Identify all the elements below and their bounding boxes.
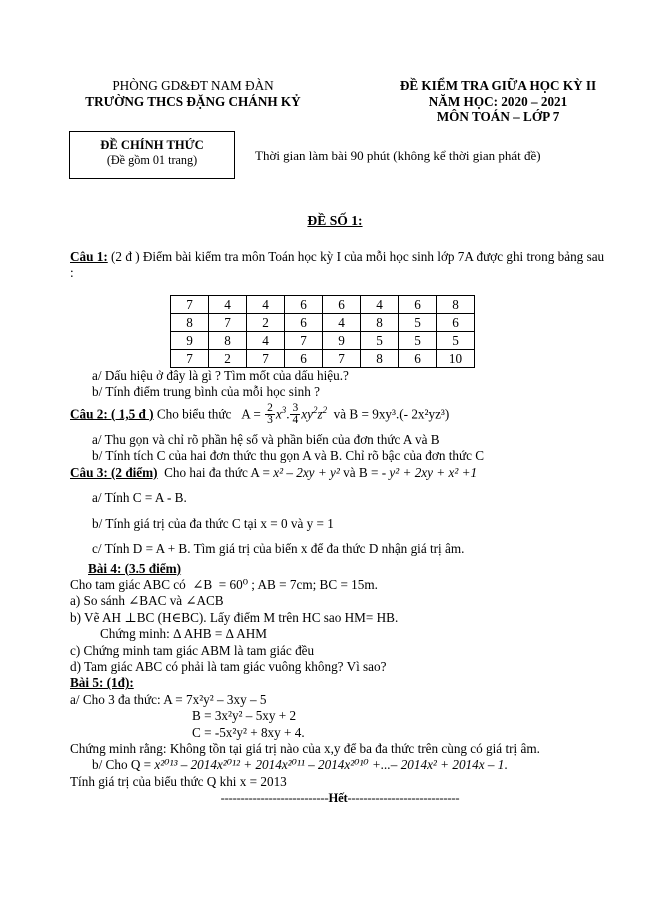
- fraction-numerator: 3: [292, 401, 299, 414]
- score-table-spacer: [70, 282, 610, 368]
- table-cell: 7: [247, 350, 285, 368]
- exam-duration: Thời gian làm bài 90 phút (không kể thời gian phát đề): [255, 148, 541, 163]
- table-cell: 6: [323, 296, 361, 314]
- question-1-label: Câu 1:: [70, 249, 108, 264]
- footer-end-marker: [70, 790, 610, 806]
- footer-dashes-right: ----------------------------: [347, 791, 460, 806]
- table-cell: 8: [209, 332, 247, 350]
- table-cell: 9: [323, 332, 361, 350]
- term-x: x: [275, 406, 282, 422]
- table-cell: 9: [171, 332, 209, 350]
- footer-het-label: Hết: [328, 791, 348, 806]
- table-cell: 5: [437, 332, 475, 350]
- question-2-A-prefix: A =: [241, 406, 261, 422]
- table-cell: 4: [361, 296, 399, 314]
- fraction-numerator: 2: [267, 401, 273, 414]
- table-cell: 7: [171, 350, 209, 368]
- table-cell: 6: [285, 314, 323, 332]
- question-5-part-b: [70, 757, 610, 773]
- question-4-part-b-continued: Chứng minh: ∆ AHB = ∆ AHM: [100, 626, 268, 642]
- question-1-part-b: b/ Tính điểm trung bình của mỗi học sinh ?: [92, 384, 320, 400]
- term-xy-exponent: 2: [312, 404, 318, 415]
- question-3-A-polynomial: x² – 2xy + y²: [273, 464, 340, 480]
- question-3-intro: Cho hai đa thức A =: [164, 464, 270, 480]
- question-1: [70, 249, 610, 282]
- question-3-part-c: c/ Tính D = A + B. Tìm giá trị của biến x để đa thức D nhận giá trị âm.: [92, 541, 465, 557]
- exam-set-title: [0, 213, 670, 229]
- question-3-part-b: b/ Tính giá trị của đa thức C tại x = 0 và y = 1: [92, 515, 334, 531]
- question-5-period: .: [504, 757, 508, 773]
- table-cell: 6: [285, 350, 323, 368]
- fraction-denominator: 4: [292, 414, 299, 427]
- question-3: [70, 465, 610, 481]
- question-4-intro-pre: Cho tam giác ABC có: [70, 576, 186, 592]
- question-5-label: Bài 5: (1đ):: [70, 675, 134, 691]
- subject-and-grade: MÔN TOÁN – LỚP 7: [436, 109, 560, 124]
- question-3-part-a: a/ Tính C = A - B.: [92, 490, 187, 506]
- fraction-denominator: 3: [267, 414, 273, 427]
- table-cell: 6: [399, 350, 437, 368]
- table-cell: 8: [437, 296, 475, 314]
- fraction-two-thirds: [265, 403, 275, 427]
- table-cell: 4: [209, 296, 247, 314]
- question-2: [70, 403, 610, 427]
- question-4-heading: [70, 561, 610, 577]
- table-cell: 6: [285, 296, 323, 314]
- question-2-part-b: b/ Tính tích C của hai đơn thức thu gọn A và B. Chỉ rõ bậc của đơn thức C: [92, 448, 485, 464]
- question-5-part-b-prefix: b/ Cho Q =: [92, 757, 152, 773]
- term-z: z: [317, 406, 323, 422]
- document-header: [0, 78, 670, 193]
- school-name: TRƯỜNG THCS ĐẶNG CHÁNH KỶ: [85, 93, 301, 109]
- question-1-text: (2 đ ) Điểm bài kiểm tra môn Toán học kỳ I của mỗi học sinh lớp 7A được ghi trong bảng sau :: [70, 249, 605, 281]
- header-right-block: [338, 78, 658, 125]
- question-4-part-a: a) So sánh ∠BAC và ∠ACB: [70, 593, 224, 609]
- question-4-part-b: b) Vẽ AH ⊥BC (H∈BC). Lấy điểm M trên HC sao HM= HB.: [70, 609, 399, 625]
- department-name: PHÒNG GD&ĐT NAM ĐÀN: [112, 78, 274, 93]
- table-cell: 4: [323, 314, 361, 332]
- question-5-polynomial-B: B = 3x²y² – 5xy + 2: [192, 708, 297, 724]
- table-cell: 5: [399, 332, 437, 350]
- term-xy: xy: [301, 406, 313, 422]
- question-3-mid: và B = -: [343, 464, 387, 480]
- question-4-part-d: d) Tam giác ABC có phải là tam giác vuông không? Vì sao?: [70, 658, 387, 674]
- question-5-Q-expression: x²⁰¹³ – 2014x²⁰¹² + 2014x²⁰¹¹ – 2014x²⁰¹⁰ +...– 2014x² + 2014x – 1: [154, 757, 505, 773]
- table-cell: 2: [209, 350, 247, 368]
- table-cell: 7: [171, 296, 209, 314]
- table-cell: 6: [437, 314, 475, 332]
- table-cell: 8: [171, 314, 209, 332]
- spacer: [70, 507, 610, 516]
- footer-dashes-left: ---------------------------: [220, 791, 329, 806]
- exam-title: ĐỀ KIỂM TRA GIỮA HỌC KỲ II: [399, 78, 597, 93]
- question-4-intro-post: = 60⁰ ; AB = 7cm; BC = 15m.: [218, 576, 378, 592]
- term-z-exponent: 2: [322, 404, 328, 415]
- table-cell: 7: [209, 314, 247, 332]
- table-cell: 6: [399, 296, 437, 314]
- table-cell: 2: [247, 314, 285, 332]
- spacer: [70, 532, 610, 541]
- table-cell: 7: [323, 350, 361, 368]
- question-1-part-a: a/ Dấu hiệu ở đây là gì ? Tìm mốt của dấu hiệu.?: [92, 367, 349, 383]
- question-4-part-c: c) Chứng minh tam giác ABM là tam giác đều: [70, 642, 315, 658]
- question-2-intro: Cho biểu thức: [156, 406, 232, 422]
- question-5-prove-statement: Chứng minh rằng: Không tồn tại giá trị nào của x,y để ba đa thức trên cùng có giá trị âm.: [70, 740, 540, 756]
- official-label: ĐỀ CHÍNH THỨC: [100, 138, 204, 152]
- table-cell: 5: [361, 332, 399, 350]
- question-3-label: Câu 3: (2 điểm): [70, 464, 158, 480]
- question-2-B-expression: và B = 9xy³.(- 2x²yz³): [333, 406, 450, 422]
- table-cell: 8: [361, 350, 399, 368]
- question-5-heading: [70, 675, 610, 691]
- table-cell: 4: [247, 296, 285, 314]
- table-cell: 4: [247, 332, 285, 350]
- question-2-label: Câu 2: ( 1,5 đ ): [70, 406, 154, 422]
- table-cell: 8: [361, 314, 399, 332]
- question-5-compute-instruction: Tính giá trị của biểu thức Q khi x = 2013: [70, 773, 287, 789]
- exam-body: [70, 249, 610, 807]
- multiplication-dot: .: [286, 406, 290, 422]
- table-cell: 5: [399, 314, 437, 332]
- page-count-note: (Đề gồm 01 trang): [106, 153, 198, 167]
- question-4-intro: [70, 577, 610, 593]
- question-3-B-polynomial: y² + 2xy + x² +1: [389, 464, 478, 480]
- exam-set-title-text: ĐỀ SỐ 1:: [307, 213, 363, 228]
- table-cell: 10: [437, 350, 475, 368]
- question-4-label: Bài 4: (3.5 điểm): [88, 560, 182, 576]
- official-exam-box: [69, 131, 235, 179]
- angle-B-symbol: ∠B: [192, 576, 213, 592]
- header-left-block: [48, 78, 338, 109]
- question-5-polynomial-C: C = -5x²y² + 8xy + 4.: [192, 724, 305, 740]
- question-2-part-a: a/ Thu gọn và chỉ rõ phần hệ số và phần biến của đơn thức A và B: [92, 432, 440, 448]
- spacer: [70, 481, 610, 490]
- table-cell: 7: [285, 332, 323, 350]
- fraction-three-quarters: [290, 403, 300, 427]
- question-5-part-a: a/ Cho 3 đa thức: A = 7x²y² – 3xy – 5: [70, 691, 267, 707]
- term-x-exponent: 3: [281, 404, 287, 415]
- school-year: NĂM HỌC: 2020 – 2021: [428, 93, 568, 109]
